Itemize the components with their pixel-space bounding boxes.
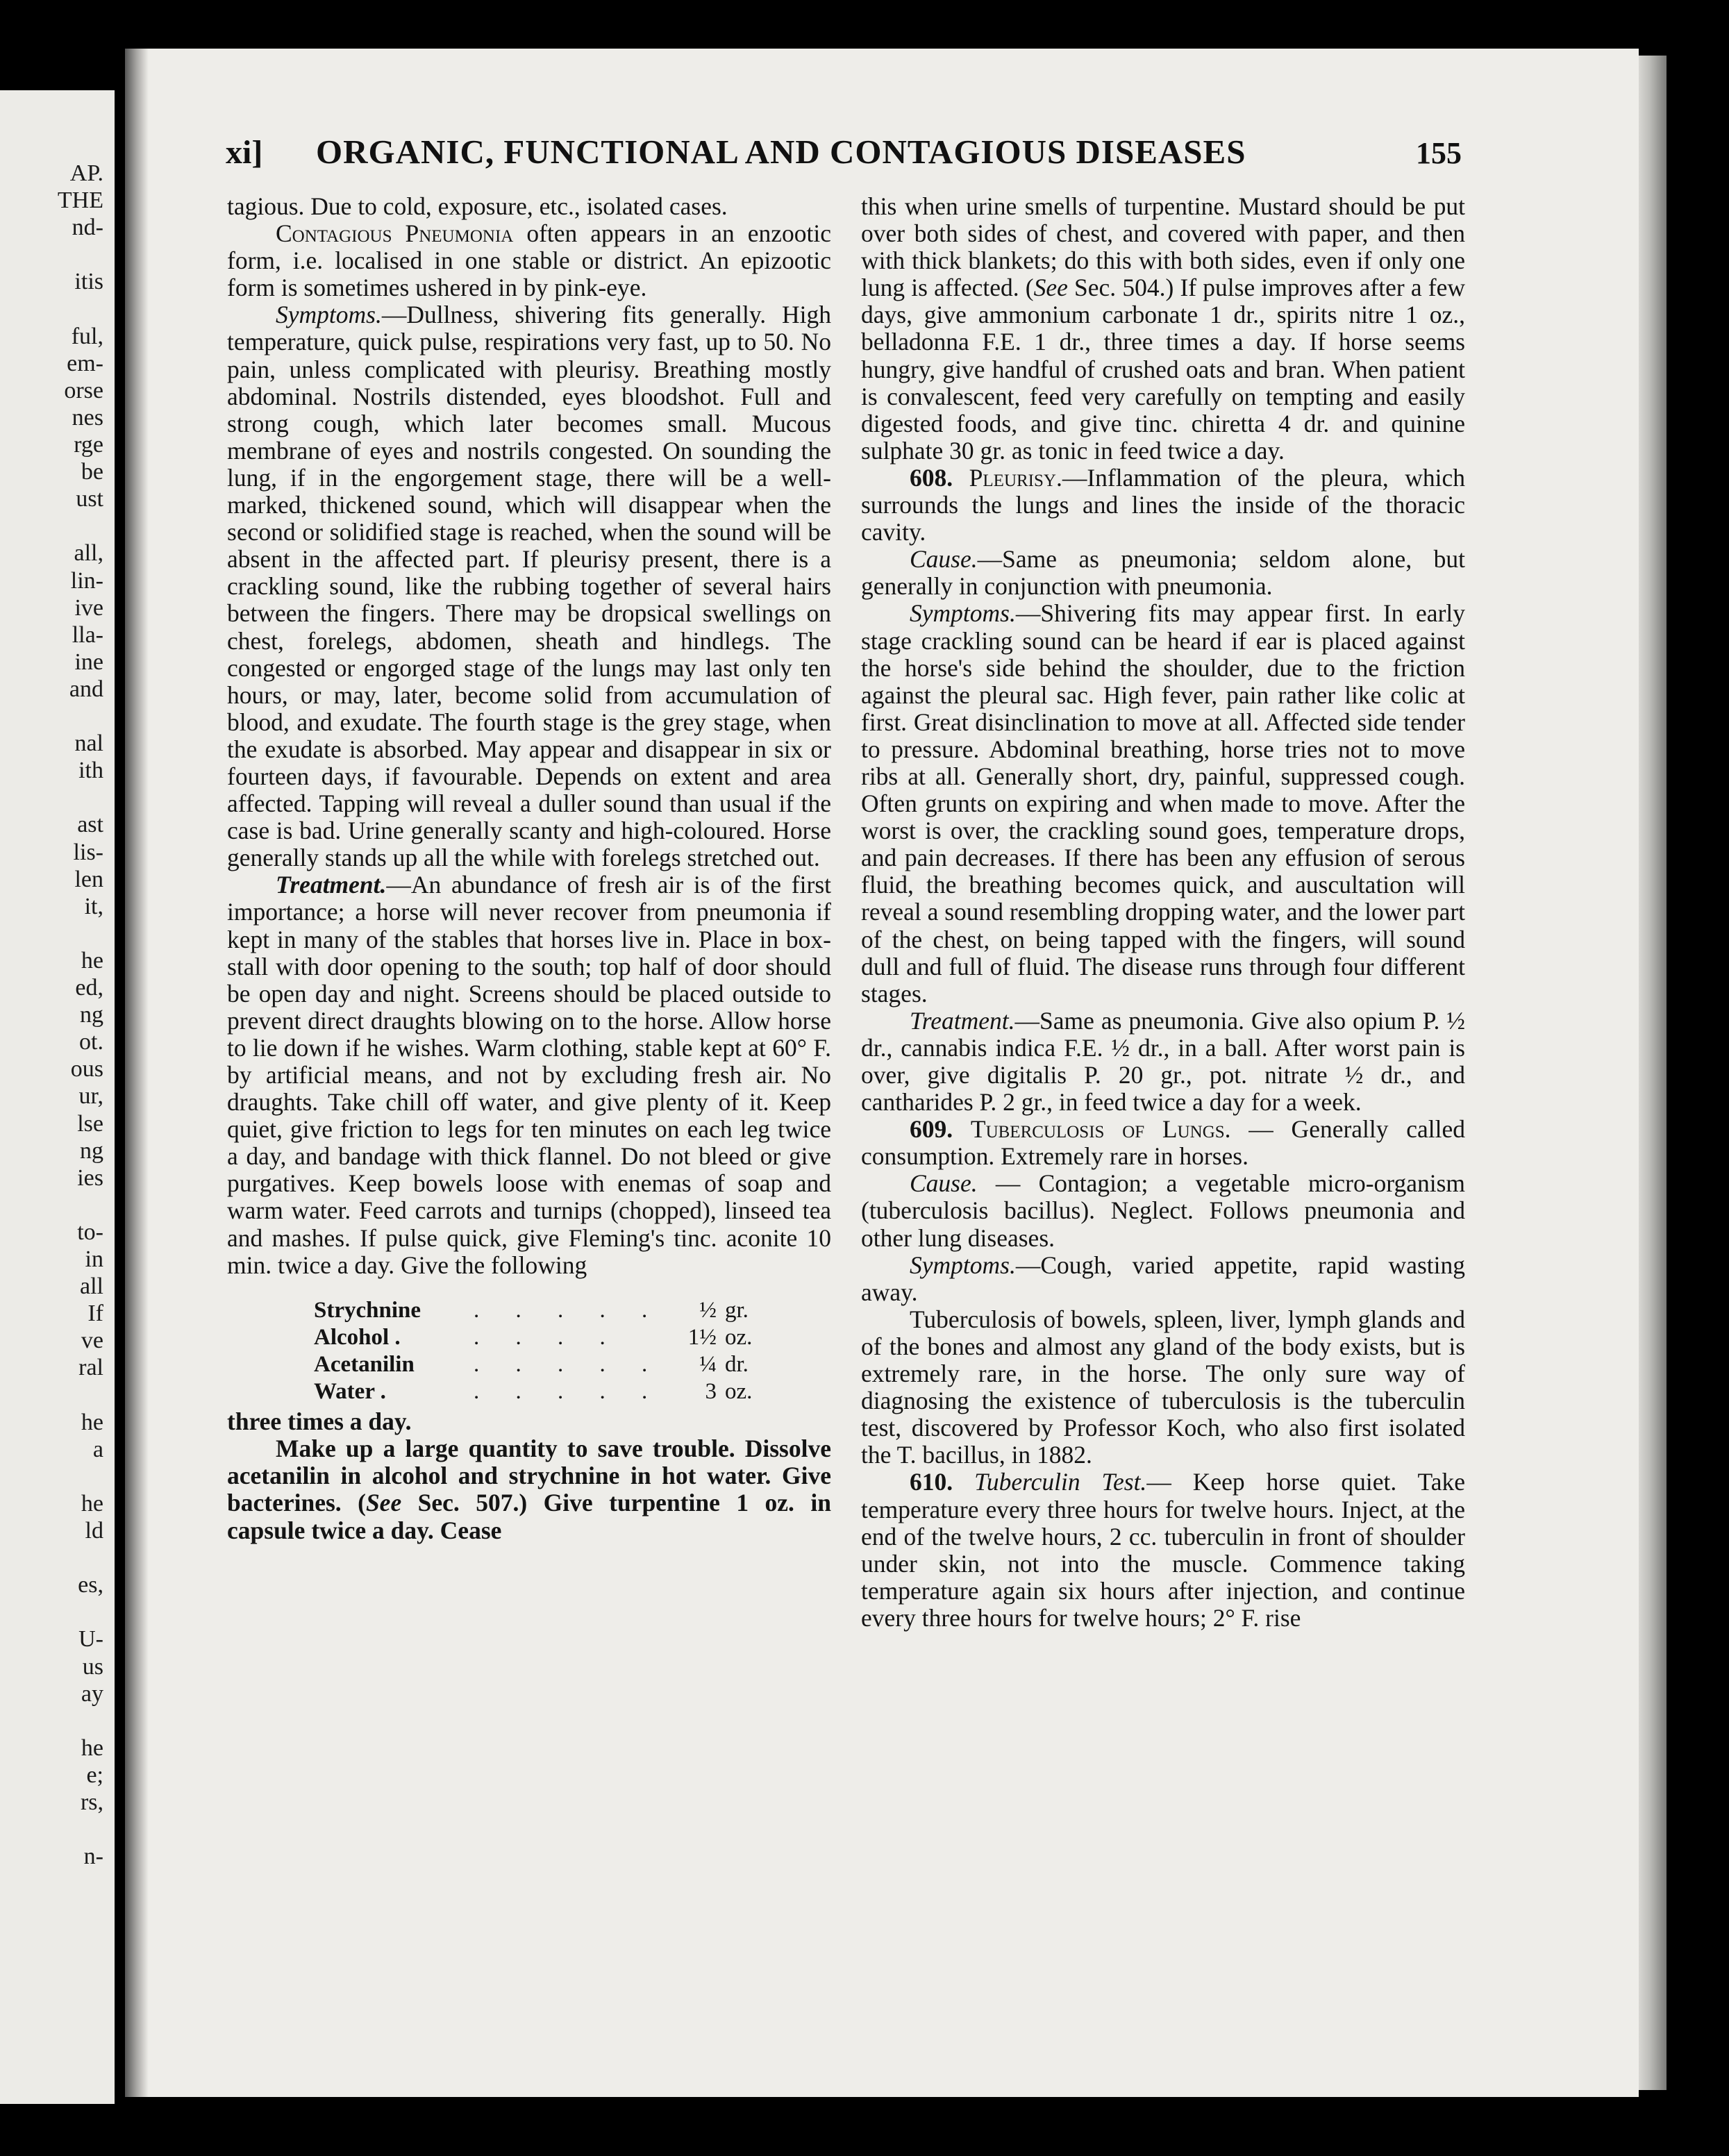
dose-amount: ¼: [699, 1351, 717, 1377]
margin-fragment: ay: [81, 1680, 103, 1707]
section-heading: Pleurisy.: [969, 463, 1062, 492]
left-column: [227, 193, 831, 1544]
drug-name: Strychnine: [314, 1297, 421, 1323]
paragraph: [861, 600, 1465, 1007]
prescription-row: [314, 1324, 780, 1351]
running-header: [226, 132, 1462, 187]
margin-fragment: ed,: [75, 975, 103, 1001]
paragraph-text: —Inflammation of the pleura, which surrounds the lungs and lines the inside of the thoracic cavity.: [861, 463, 1466, 546]
margin-fragment: nd-: [72, 215, 103, 241]
margin-fragment: all: [80, 1273, 103, 1300]
dose-amount: 1½: [687, 1324, 717, 1350]
paragraph-text: — Contagion; a vegetable micro-organism (tuberculosis bacillus). Neglect. Follows pneumonia and other lung diseases.: [861, 1169, 1465, 1252]
paragraph: [227, 871, 831, 1278]
prescription-row: [314, 1378, 780, 1405]
section-heading: Tuberculosis of Lungs.: [970, 1115, 1231, 1144]
cross-reference: See: [365, 1489, 402, 1517]
paragraph: Tuberculosis of bowels, spleen, liver, lymph glands and of the bones and almost any gland of the body exists, but is extremely rare, in the horse. The only sure way of diagnosing the existence of tuberculosis is the tuberculin test, discovered by Professor Koch, who also first isolated the T. bacillus, in 1882.: [861, 1305, 1465, 1469]
paragraph-text: — Keep horse quiet. Take temperature every three hours for twelve hours. Inject, at the end of the twelve hours, 2 cc. tuberculin in front of shoulder under skin, not into the muscle. Commence taking temperature again six hours after injection, and continue every three hours for twelve hours; 2° F. rise: [861, 1468, 1466, 1632]
paragraph: [227, 301, 831, 871]
margin-fragment: to-: [77, 1219, 103, 1245]
margin-fragment: he: [81, 1409, 103, 1435]
page-number: 155: [1416, 136, 1462, 170]
paragraph: [861, 1252, 1465, 1306]
margin-fragment: THE: [57, 187, 103, 214]
margin-fragment: em-: [67, 350, 103, 376]
section-paragraph: [861, 1469, 1465, 1632]
margin-fragment: AP.: [69, 160, 103, 186]
margin-fragment: ve: [81, 1328, 103, 1354]
subheading: Cause.: [910, 1169, 978, 1198]
paragraph-text: often appears in an enzootic form, i.e. localised in one stable or district. An epizootic form is sometimes ushered in by pink-eye.: [227, 219, 832, 302]
margin-fragment: lis-: [73, 839, 103, 865]
margin-fragment: ine: [74, 649, 103, 675]
margin-fragment: a: [92, 1436, 103, 1462]
margin-fragment: ral: [78, 1355, 103, 1381]
margin-fragment: ng: [80, 1137, 103, 1164]
paragraph-text: Make up a large quantity to save trouble. Dissolve acetanilin in alcohol and strychnine in hot water. Give bacterines. (: [227, 1435, 831, 1517]
leader-dots: . . . .: [474, 1324, 621, 1350]
subheading: Symptoms.: [910, 1251, 1016, 1279]
paragraph: [227, 220, 831, 301]
paragraph-text: —Cough, varied appetite, rapid wasting away.: [861, 1251, 1465, 1306]
paragraph-text: —Same as pneumonia. Give also opium P. ½ dr., cannabis indica F.E. ½ dr., in a ball. After worst pain is over, give digitalis P. 20 gr., pot. nitrate ½ dr., and cantharides P. 2 gr., in feed twice a day for a week.: [861, 1006, 1465, 1117]
section-paragraph: [861, 1116, 1465, 1170]
margin-fragment: ust: [76, 486, 103, 512]
margin-fragment: es,: [78, 1572, 103, 1598]
paragraph: [227, 1435, 831, 1544]
margin-fragment: in: [85, 1246, 103, 1272]
prescription-row: [314, 1297, 780, 1324]
margin-fragment: us: [82, 1653, 103, 1680]
gutter-shadow: [125, 49, 149, 2097]
paragraph: [861, 1170, 1465, 1251]
leader-dots: . . . . .: [474, 1297, 663, 1323]
page-edge-right: [1639, 56, 1667, 2090]
subheading: Symptoms.: [276, 301, 382, 329]
paragraph-text: —Dullness, shivering fits generally. High temperature, quick pulse, respirations very fast, up to 50. No pain, unless complicated with pleurisy. Breathing mostly abdominal. Nostrils distended, eyes bloodshot. Full and strong cough, which later becomes small. Mucous membrane of eyes and nostrils congested. On sounding the lung, if in the engorgement stage, there will be a well-marked, thickened sound, which will disappear when the second or solidified stage is reached, when the sound will be absent in the affected part. If pleurisy present, there is a crackling sound, like the rubbing together of several hairs between the fingers. There may be dropsical swellings on chest, forelegs, abdomen, sheath and hindlegs. The congested or engorged stage of the lungs may last only ten hours, or may, later, become solid from accumulation of blood, and exudate. The fourth stage is the grey stage, when the exudate is absorbed. May appear and disappear in six or fourteen days, if favourable. Depends on extent and area affected. Tapping will reveal a duller sound than usual if the case is bad. Urine generally scanty and high-coloured. Horse generally stands up all the while with forelegs stretched out.: [227, 301, 831, 872]
margin-fragment: lla-: [72, 621, 103, 648]
drug-name: Acetanilin: [314, 1351, 415, 1377]
paragraph-text: Sec. 507.) Give turpentine 1 oz. in capsule twice a day. Cease: [227, 1489, 831, 1544]
section-number: 608.: [910, 463, 953, 492]
subheading: Treatment.: [910, 1006, 1015, 1035]
paragraph-text: — Generally called consumption. Extremely rare in horses.: [861, 1115, 1466, 1171]
margin-fragment: e;: [86, 1762, 103, 1788]
paragraph: [861, 546, 1465, 600]
leader-dots: . . . . .: [474, 1351, 663, 1377]
margin-fragment: ot.: [79, 1029, 103, 1055]
section-number: 610.: [910, 1468, 953, 1496]
margin-fragment: rs,: [80, 1789, 103, 1815]
subheading: Symptoms.: [910, 599, 1016, 628]
subheading: Cause.: [910, 545, 978, 574]
paragraph-text: —Shivering fits may appear first. In early stage crackling sound can be heard if ear is placed against the horse's side behind the shoulder, due to the friction against the pleural sac. High fever, pain rather like colic at first. Great disinclination to move at all. Affected side tender to pressure. Abdominal breathing, horse tries not to move ribs at all. Generally short, dry, painful, suppressed cough. Often grunts on expiring and when made to move. After the worst is over, the crackling sound goes, temperature drops, and pain decreases. If there has been any effusion of serous fluid, the breathing becomes quick, and auscultation will reveal a sound resembling dropping water, and the lower part of the chest, on being tapped with the fingers, will sound dull and full of fluid. The disease runs through four different stages.: [861, 599, 1466, 1008]
margin-fragment: all,: [74, 540, 103, 567]
running-title: ORGANIC, FUNCTIONAL AND CONTAGIOUS DISEASES: [316, 133, 1246, 171]
right-column: [861, 193, 1465, 1632]
cross-reference: See: [1033, 274, 1068, 302]
subheading: Treatment.: [276, 871, 387, 899]
leader-dots: . . . . .: [474, 1379, 663, 1405]
margin-fragment: lse: [77, 1110, 103, 1137]
margin-fragment: and: [69, 676, 103, 702]
margin-fragment: ful,: [71, 323, 103, 349]
paragraph-text: —An abundance of fresh air is of the first importance; a horse will never recover from pneumonia if kept in many of the stables that horses live in. Place in box-stall with door opening to the south; top half of door should be open day and night. Screens should be placed outside to prevent direct draughts blowing on to the horse. Allow horse to lie down if he wishes. Warm clothing, stable kept at 60° F. by artificial means, and not by excluding fresh air. No draughts. Take chill off water, and give plenty of it. Keep quiet, give friction to legs for ten minutes on each leg twice a day, and bandage with thick flannel. Do not bleed or give purgatives. Keep bowels loose with enemas of soap and warm water. Feed carrots and turnips (chopped), linseed tea and mashes. If pulse quick, give Fleming's tinc. aconite 10 min. twice a day. Give the following: [227, 871, 831, 1279]
margin-fragment: he: [81, 1735, 103, 1761]
margin-fragment: orse: [64, 377, 103, 403]
prescription-table: [314, 1297, 780, 1405]
margin-fragment: ng: [80, 1002, 103, 1028]
margin-fragment: itis: [74, 269, 103, 295]
drug-name: Alcohol .: [314, 1324, 401, 1350]
paragraph: [861, 1008, 1465, 1116]
margin-fragment: he: [81, 947, 103, 973]
margin-fragment: ast: [77, 812, 103, 838]
margin-fragment: ld: [85, 1518, 103, 1544]
margin-fragment: ith: [78, 758, 103, 784]
dose-amount: ½: [699, 1297, 717, 1323]
adjacent-page-margin: [0, 90, 115, 2104]
paragraph-text: Sec. 504.) If pulse improves after a few days, give ammonium carbonate 1 dr., spirits nitre 1 oz., belladonna F.E. 1 dr., three times a day. If horse seems hungry, give handful of crushed oats and bran. When patient is convalescent, feed very carefully on tempting and easily digested foods, and give tinc. chiretta 4 dr. and quinine sulphate 30 gr. as tonic in feed twice a day.: [861, 274, 1465, 465]
paragraph-text: this when urine smells of turpentine. Mustard should be put over both sides of chest, and covered with paper, and then with thick blankets; do this with both sides, even if only one lung is affected. (: [861, 192, 1465, 302]
margin-fragment: n-: [83, 1844, 103, 1870]
paragraph: [861, 193, 1465, 465]
dose-unit: dr.: [725, 1351, 749, 1377]
paragraph-text: —Same as pneumonia; seldom alone, but generally in conjunction with pneumonia.: [861, 545, 1465, 601]
term-heading: Contagious Pneumonia: [276, 219, 514, 248]
section-heading: Tuberculin Test.: [974, 1468, 1147, 1496]
margin-fragment: If: [87, 1301, 103, 1327]
section-number: 609.: [910, 1115, 953, 1144]
margin-fragment: it,: [84, 893, 103, 919]
dose-unit: gr.: [725, 1297, 749, 1323]
margin-fragment: ous: [70, 1056, 103, 1083]
paragraph: three times a day.: [227, 1407, 412, 1436]
margin-fragment: rge: [74, 432, 103, 458]
margin-fragment: lin-: [70, 567, 103, 594]
margin-fragment: nes: [72, 404, 103, 431]
margin-fragment: he: [81, 1490, 103, 1516]
margin-fragment: ive: [74, 594, 103, 621]
dose-amount: 3: [705, 1379, 717, 1405]
drug-name: Water .: [314, 1379, 386, 1405]
paragraph: tagious. Due to cold, exposure, etc., isolated cases.: [227, 192, 728, 220]
margin-fragment: ies: [77, 1164, 103, 1191]
dose-unit: oz.: [725, 1324, 753, 1350]
section-paragraph: [861, 465, 1465, 546]
margin-fragment: be: [81, 459, 103, 485]
prescription-row: [314, 1351, 780, 1378]
margin-fragment: ur,: [78, 1083, 103, 1110]
margin-fragment: nal: [74, 730, 103, 757]
chapter-number: xi]: [226, 134, 263, 171]
dose-unit: oz.: [725, 1379, 753, 1405]
margin-fragment: len: [74, 866, 103, 892]
margin-fragment: U-: [78, 1626, 103, 1653]
